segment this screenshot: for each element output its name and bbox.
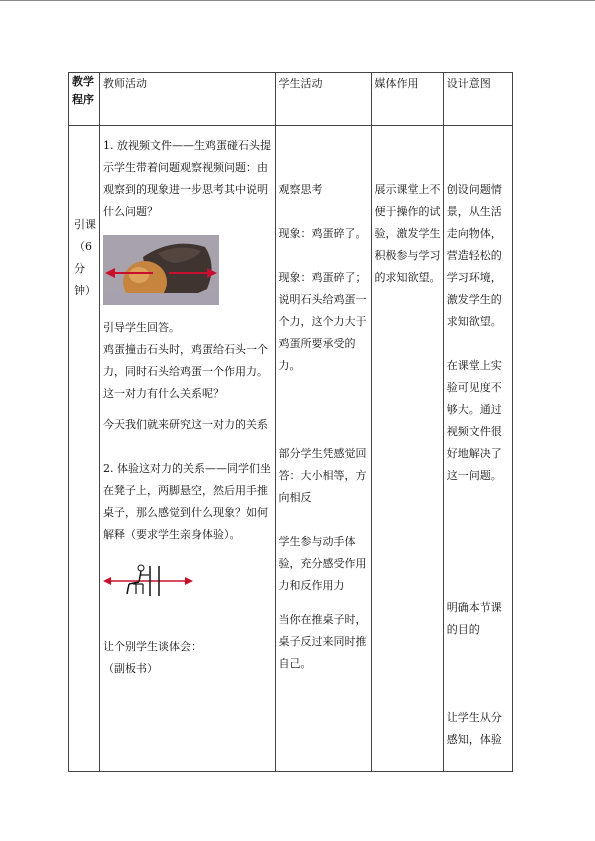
- lesson-plan-table: [68, 72, 513, 772]
- header-teaching-procedure: 教学 程序: [69, 73, 100, 126]
- egg-stone-photo: [103, 235, 219, 305]
- teacher-activity-cell: [99, 126, 275, 772]
- media-role-text: 展示课堂上不便于操作的试验，激发学生积极参与学习的求知欲望。: [374, 183, 441, 284]
- header-student-activity: 学生活动: [275, 73, 371, 126]
- teacher-step-1: 1. 放视频文件——生鸡蛋碰石头提示学生带着问题观察视频问题：由观察到的现象进一步思考其中说明什么问题？: [102, 139, 271, 218]
- stage-label: 引课 （6 分 钟）: [74, 218, 96, 297]
- table-row-intro: [69, 126, 513, 772]
- page-top-rule: [0, 0, 595, 1]
- header-teacher-activity: 教师活动: [99, 73, 275, 126]
- teacher-step-2: 2. 体验这对力的关系——同学们坐在凳子上，两脚悬空，然后用手推桌子，那么感觉到什么现象？如何解释（要求学生亲身体验）。: [102, 462, 271, 541]
- teacher-share: 让个别学生谈体会： （副板书）: [102, 640, 202, 675]
- teacher-topic: 今天我们就来研究这一对力的关系: [102, 418, 268, 431]
- teacher-guidance: 引导学生回答。 鸡蛋撞击石头时，鸡蛋给石头一个力，同时石头给鸡蛋一个作用力。这一对力有什么关系呢？: [102, 321, 268, 400]
- media-role-cell: [371, 126, 443, 772]
- intent-goal: 明确本节课的目的: [446, 601, 502, 636]
- push-table-figure: [103, 564, 275, 606]
- student-activity-cell: [275, 126, 371, 772]
- intent-video: 在课堂上实验可见度不够大。通过视频文件很好地解决了这一问题。: [446, 359, 502, 482]
- stage-cell: [69, 126, 100, 772]
- header-media-role: 媒体作用: [371, 73, 443, 126]
- intent-scenario: 创设问题情景，从生活走向物体，营造轻松的学习环境，激发学生的求知欲望。: [446, 183, 502, 328]
- design-intent-cell: [443, 126, 512, 772]
- student-phenomenon-1: 现象：鸡蛋碎了。: [278, 227, 367, 240]
- student-phenomenon-2: 现象：鸡蛋碎了；说明石头给鸡蛋一个力，这个力大于鸡蛋所要承受的力。: [278, 271, 367, 372]
- header-design-intent: 设计意图: [443, 73, 512, 126]
- student-observe: 观察思考: [278, 183, 323, 196]
- intent-perception: 让学生从分感知，体验: [446, 711, 502, 746]
- table-header-row: [69, 73, 513, 126]
- student-conclusion: 当你在推桌子时，桌子反过来同时推自己。: [278, 613, 367, 670]
- student-experience: 学生参与动手体验，充分感受作用力和反作用力: [278, 535, 367, 592]
- student-answer: 部分学生凭感觉回答：大小相等，方向相反: [278, 447, 367, 504]
